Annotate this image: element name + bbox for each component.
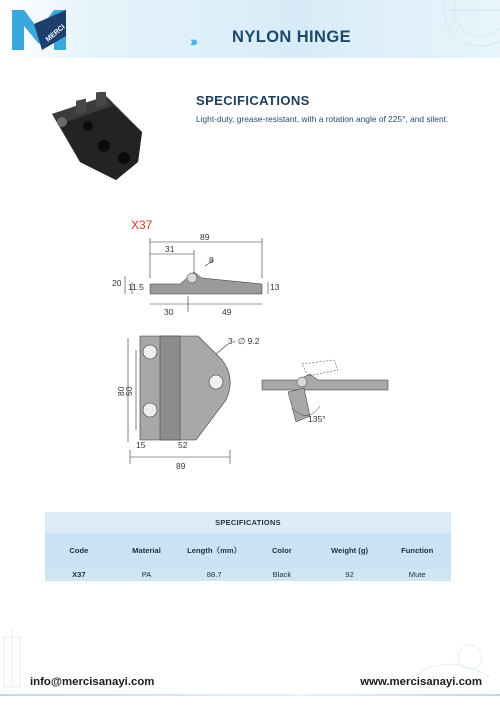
footer-website-link[interactable]: www.mercisanayi.com xyxy=(360,676,482,688)
cell-material: PA xyxy=(141,570,152,579)
col-weight: Weight (g) xyxy=(331,546,369,555)
col-code: Code xyxy=(69,546,89,555)
dim-side-11-5: 11.5 xyxy=(128,282,144,292)
dim-front-15: 15 xyxy=(136,440,146,450)
table-title: SPECIFICATIONS xyxy=(45,512,451,533)
header-watermark xyxy=(420,0,500,58)
dim-side-20: 20 xyxy=(112,278,122,288)
cell-weight: 92 xyxy=(345,570,354,579)
merci-logo xyxy=(8,6,70,54)
product-code-label: X37 xyxy=(131,218,153,232)
arrows-icon: ››› xyxy=(190,33,195,49)
table-row xyxy=(45,569,451,581)
col-length: Length（mm） xyxy=(187,546,242,555)
cell-length: 88.7 xyxy=(206,570,222,579)
dim-front-80: 80 xyxy=(116,386,126,396)
dim-side-30: 30 xyxy=(164,307,174,317)
cell-code: X37 xyxy=(72,570,86,579)
dim-side-total: 89 xyxy=(200,232,210,242)
specifications-heading: SPECIFICATIONS xyxy=(196,93,310,108)
dim-front-holes: 3- ∅ 9.2 xyxy=(228,336,260,346)
dim-front-52: 52 xyxy=(178,440,188,450)
dim-side-hole: 8 xyxy=(209,255,214,265)
col-color: Color xyxy=(271,546,292,555)
footer-email-link[interactable]: info@mercisanayi.com xyxy=(30,676,155,688)
dim-side-49: 49 xyxy=(222,307,232,317)
hinge-product-image xyxy=(42,92,162,184)
page-title: NYLON HINGE xyxy=(232,28,351,46)
specifications-description: Light-duty, grease-resistant, with a rotation angle of 225°, and silent. xyxy=(196,114,449,124)
rotation-view-drawing xyxy=(258,352,398,432)
cell-function: Mute xyxy=(408,570,426,579)
dim-side-13: 13 xyxy=(270,282,280,292)
col-material: Material xyxy=(132,546,161,555)
col-function: Function xyxy=(401,546,434,555)
specifications-table xyxy=(45,512,451,581)
dim-front-89: 89 xyxy=(176,461,186,470)
svg-text:MERCI: MERCI xyxy=(44,23,67,44)
dim-front-50: 50 xyxy=(124,386,134,396)
rotation-angle-label: 135° xyxy=(308,414,326,424)
cell-color: Black xyxy=(272,570,292,579)
front-view-drawing xyxy=(110,330,270,470)
footer-divider xyxy=(0,694,500,696)
dim-side-31: 31 xyxy=(165,244,175,254)
side-view-drawing xyxy=(110,232,280,327)
table-header-row xyxy=(45,533,451,569)
